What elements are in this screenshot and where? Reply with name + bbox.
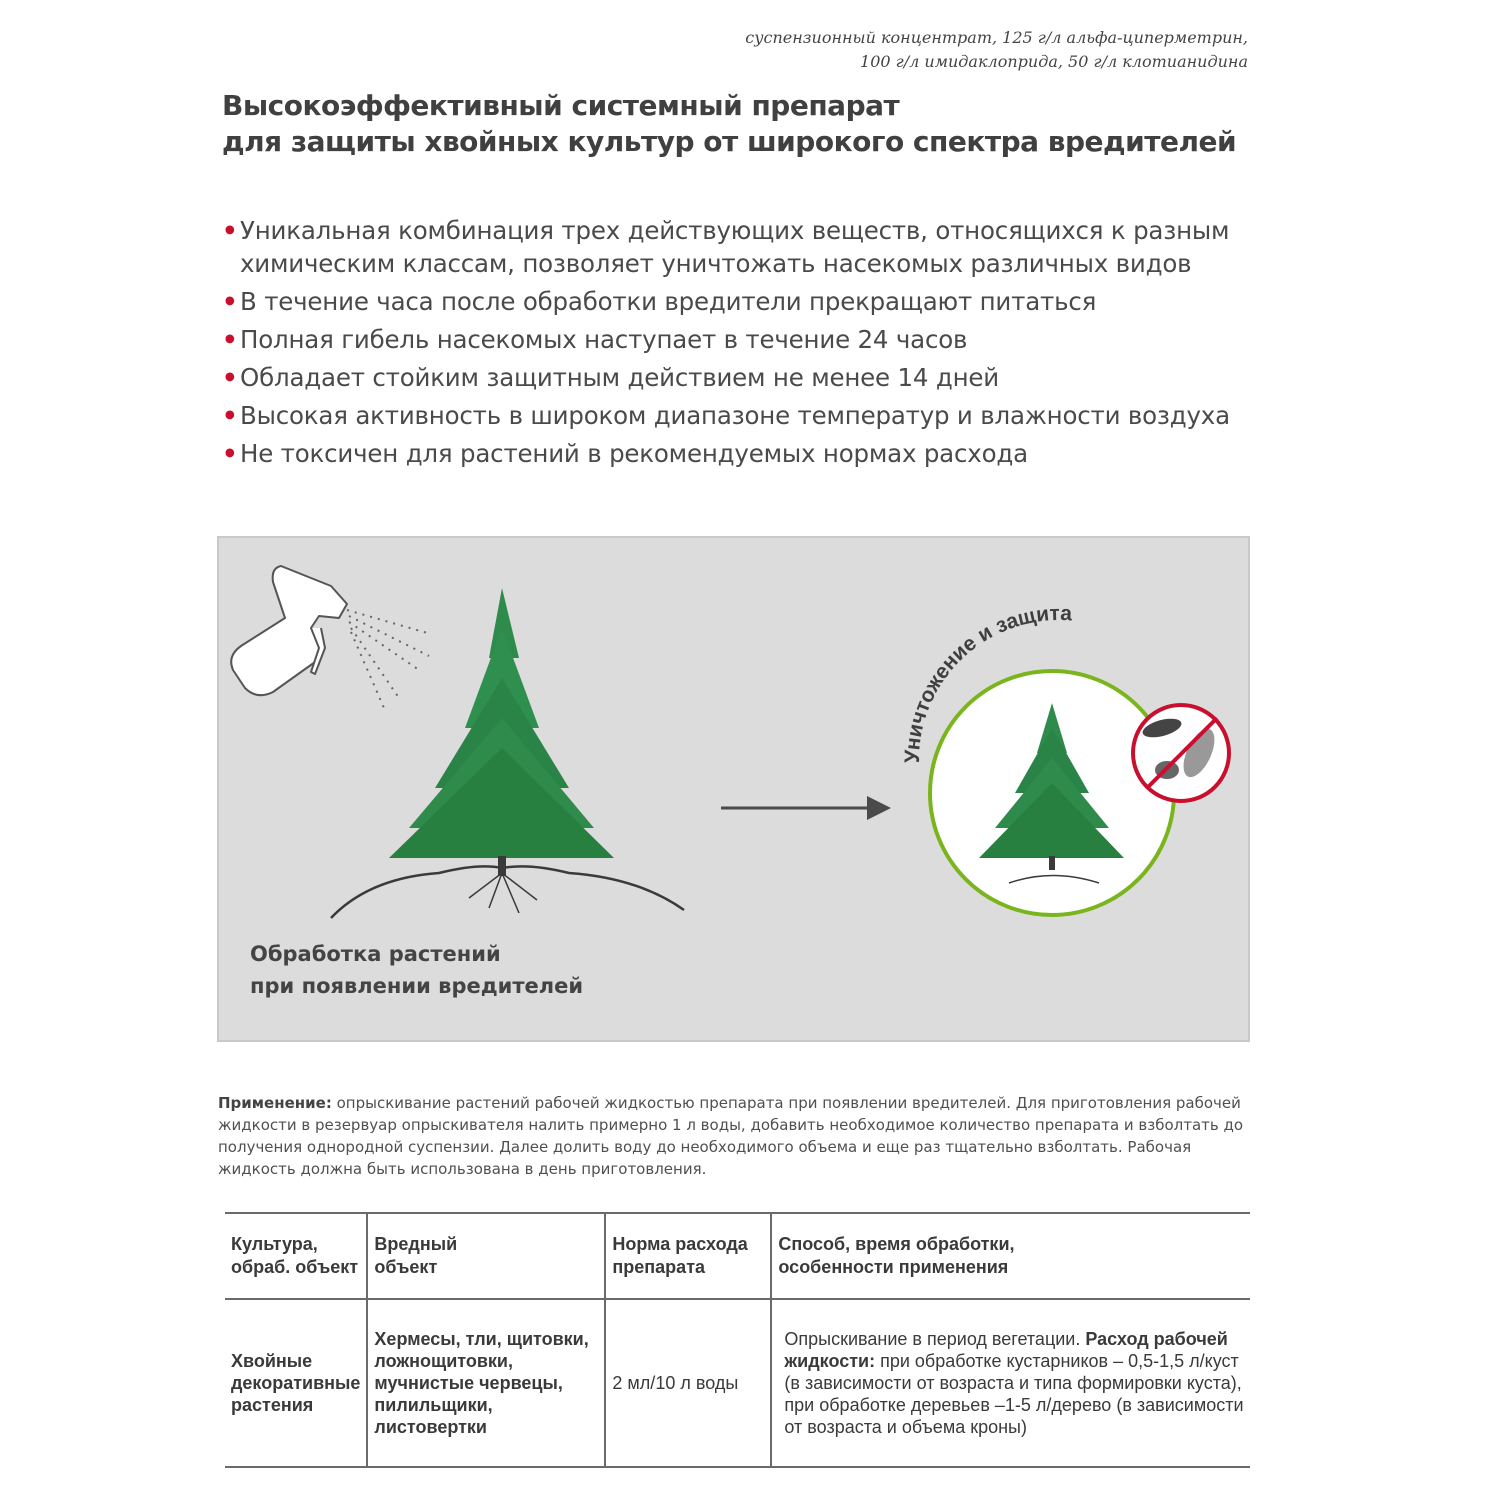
- pests-crossed-icon: [1133, 705, 1229, 801]
- crop-line: Хвойные: [231, 1351, 313, 1371]
- result-label-path: Уничтожение и защита: [900, 601, 1073, 764]
- benefits-list: [222, 214, 1282, 475]
- header-pest-line-2: объект: [374, 1257, 438, 1277]
- headline: [222, 88, 1282, 160]
- benefit-item: [222, 361, 1282, 394]
- header-rate-line-1: Норма расхода: [612, 1234, 748, 1254]
- cell-crop: [225, 1299, 367, 1467]
- header-method-line-2: особенности применения: [778, 1257, 1009, 1277]
- composition-note: [745, 26, 1248, 74]
- bullet-icon: •: [222, 401, 238, 430]
- header-method: [771, 1213, 1250, 1299]
- header-crop-line-2: обраб. объект: [231, 1257, 359, 1277]
- cell-pests: [367, 1299, 605, 1467]
- cell-rate: 2 мл/10 л воды: [605, 1299, 771, 1467]
- panel-caption-line-1: Обработка растений: [250, 942, 501, 966]
- application-paragraph: [218, 1092, 1258, 1180]
- header-crop: [225, 1213, 367, 1299]
- method-bold-text: Расход рабочей жидкости:: [784, 1329, 1228, 1371]
- benefit-item: [222, 437, 1282, 470]
- benefit-item: [222, 214, 1282, 280]
- pests-line: мучнистые червецы,: [374, 1373, 563, 1393]
- header-pest: [367, 1213, 605, 1299]
- benefit-text: Не токсичен для растений в рекомендуемых нормах расхода: [240, 439, 1028, 468]
- result-circle: [930, 671, 1174, 915]
- header-crop-line-1: Культура,: [231, 1234, 318, 1254]
- benefit-text: В течение часа после обработки вредители прекращают питаться: [240, 287, 1097, 316]
- header-pest-line-1: Вредный: [374, 1234, 458, 1254]
- header-method-line-1: Способ, время обработки,: [778, 1234, 1015, 1254]
- table-row: [225, 1299, 1250, 1467]
- pests-line: ложнощитовки,: [374, 1351, 513, 1371]
- method-text: Опрыскивание в период вегетации.: [784, 1329, 1086, 1349]
- bullet-icon: •: [222, 287, 238, 316]
- table-header-row: [225, 1213, 1250, 1299]
- composition-line-1: суспензионный концентрат, 125 г/л альфа-циперметрин,: [745, 28, 1248, 47]
- benefit-text: Полная гибель насекомых наступает в течение 24 часов: [240, 325, 968, 354]
- headline-line-1: Высокоэффективный системный препарат: [222, 89, 900, 122]
- benefit-item: [222, 285, 1282, 318]
- arrow-right-icon: [721, 796, 891, 820]
- bullet-icon: •: [222, 325, 238, 354]
- benefit-text: Высокая активность в широком диапазоне температур и влажности воздуха: [240, 401, 1230, 430]
- application-text: опрыскивание растений рабочей жидкостью препарата при появлении вредителей. Для приготовления рабочей жидкости в резервуар опрыскивателя налить примерно 1 л воды, добавить необходимое количество препарата и взболтать до получения однородной суспензии. Далее долить воду до необходимого объема и еще раз тщательно взболтать. Рабочая жидкость должна быть использована в день приготовления.: [218, 1094, 1244, 1178]
- bullet-icon: •: [222, 216, 238, 245]
- composition-line-2: 100 г/л имидаклоприда, 50 г/л клотианидина: [860, 52, 1248, 71]
- application-label: Применение:: [218, 1094, 332, 1112]
- header-rate-line-2: препарата: [612, 1257, 706, 1277]
- panel-caption-line-2: при появлении вредителей: [250, 974, 584, 998]
- bullet-icon: •: [222, 363, 238, 392]
- spray-mist-icon: [347, 610, 431, 708]
- regulation-table: [225, 1212, 1250, 1468]
- benefit-item: [222, 323, 1282, 356]
- headline-line-2: для защиты хвойных культур от широкого спектра вредителей: [222, 125, 1237, 158]
- usage-table: [225, 1212, 1250, 1468]
- panel-caption: [250, 938, 583, 1002]
- spray-bottle-icon: [231, 566, 347, 695]
- crop-line: декоративные: [231, 1373, 361, 1393]
- ground-and-roots-icon: [331, 866, 684, 918]
- cell-method: [771, 1299, 1250, 1467]
- benefit-item: [222, 399, 1282, 432]
- pests-line: Хермесы, тли, щитовки,: [374, 1329, 589, 1349]
- crop-line: растения: [231, 1395, 314, 1415]
- benefit-text: Уникальная комбинация трех действующих веществ, относящихся к разным химическим классам, позволяет уничтожать насекомых различных видов: [240, 216, 1230, 278]
- large-fir-tree-icon: [389, 588, 614, 876]
- benefit-text: Обладает стойким защитным действием не менее 14 дней: [240, 363, 1000, 392]
- pests-line: пилильщики, листовертки: [374, 1395, 493, 1437]
- bullet-icon: •: [222, 439, 238, 468]
- method-text-continued: при обработке кустарников – 0,5-1,5 л/куст (в зависимости от возраста и типа формировки куста), при обработке деревьев –1-5 л/дерево (в зависимости от возраста и объема кроны): [784, 1351, 1244, 1437]
- header-rate: [605, 1213, 771, 1299]
